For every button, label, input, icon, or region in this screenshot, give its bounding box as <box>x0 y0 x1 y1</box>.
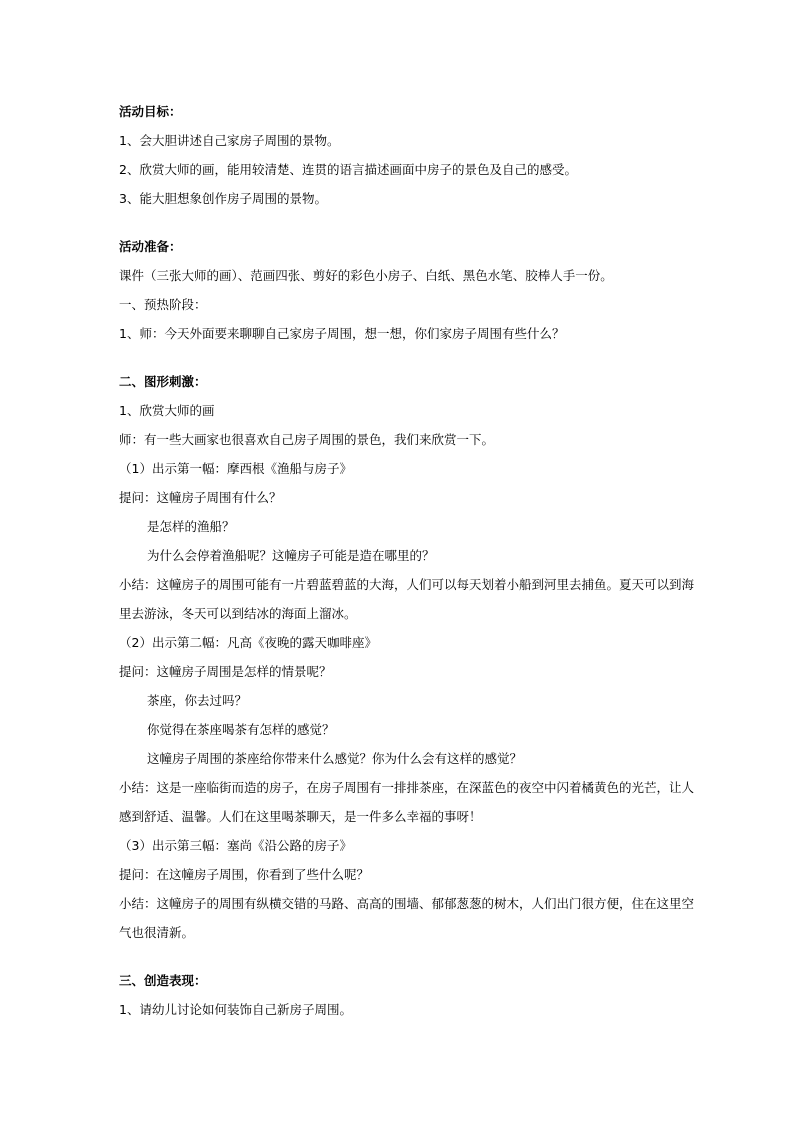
painting3-summary-line-1: 小结：这幢房子的周围有纵横交错的马路、高高的围墙、郁郁葱葱的树木，人们出门很方便，住在这里空 <box>119 896 695 911</box>
painting3-summary-line-2: 气也很清新。 <box>119 925 195 940</box>
painting1-question-1: 提问：这幢房子周围有什么？ <box>119 490 282 505</box>
goal-item-3: 3、能大胆想象创作房子周围的景物。 <box>119 191 327 206</box>
goal-item-2: 2、欣赏大师的画，能用较清楚、连贯的语言描述画面中房子的景色及自己的感受。 <box>119 162 577 177</box>
painting2-summary-line-1: 小结：这是一座临街而造的房子，在房子周围有一排排茶座，在深蓝色的夜空中闪着橘黄色的光芒，让人 <box>119 780 695 795</box>
goals-heading: 活动目标： <box>119 104 182 119</box>
creation-item-1: 1、请幼儿讨论如何装饰自己新房子周围。 <box>119 1002 352 1017</box>
creation-heading: 三、创造表现： <box>119 973 207 988</box>
stimulus-sub-1: 1、欣赏大师的画 <box>119 403 215 418</box>
painting1-summary-line-2: 里去游泳，冬天可以到结冰的海面上溜冰。 <box>119 606 357 621</box>
warmup-heading: 一、预热阶段： <box>119 297 207 312</box>
painting2-question-1: 提问：这幢房子周围是怎样的情景呢？ <box>119 664 332 679</box>
painting2-title: （2）出示第二幅：凡高《夜晚的露天咖啡座》 <box>119 635 377 650</box>
painting2-question-4: 这幢房子周围的茶座给你带来什么感觉？你为什么会有这样的感觉？ <box>147 751 523 766</box>
painting2-summary-line-2: 感到舒适、温馨。人们在这里喝茶聊天，是一件多么幸福的事呀！ <box>119 809 482 824</box>
painting2-question-3: 你觉得在茶座喝茶有怎样的感觉？ <box>147 722 335 737</box>
painting1-question-2: 是怎样的渔船？ <box>147 519 235 534</box>
stimulus-intro: 师：有一些大画家也很喜欢自己房子周围的景色，我们来欣赏一下。 <box>119 432 495 447</box>
preparation-materials: 课件（三张大师的画）、范画四张、剪好的彩色小房子、白纸、黑色水笔、胶棒人手一份。 <box>119 268 613 283</box>
painting3-question-1: 提问：在这幢房子周围，你看到了些什么呢？ <box>119 867 370 882</box>
preparation-heading: 活动准备： <box>119 239 182 254</box>
warmup-item-1: 1、师：今天外面要来聊聊自己家房子周围，想一想，你们家房子周围有些什么？ <box>119 326 565 341</box>
painting2-question-2: 茶座，你去过吗？ <box>147 693 248 708</box>
painting1-question-3: 为什么会停着渔船呢？这幢房子可能是造在哪里的？ <box>147 548 435 563</box>
painting1-title: （1）出示第一幅：摩西根《渔船与房子》 <box>119 461 352 476</box>
painting1-summary-line-1: 小结：这幢房子的周围可能有一片碧蓝碧蓝的大海，人们可以每天划着小船到河里去捕鱼。夏天可以到海 <box>119 577 695 592</box>
goal-item-1: 1、会大胆讲述自己家房子周围的景物。 <box>119 133 340 148</box>
painting3-title: （3）出示第三幅：塞尚《沿公路的房子》 <box>119 838 352 853</box>
stimulus-heading: 二、图形刺激： <box>119 374 207 389</box>
